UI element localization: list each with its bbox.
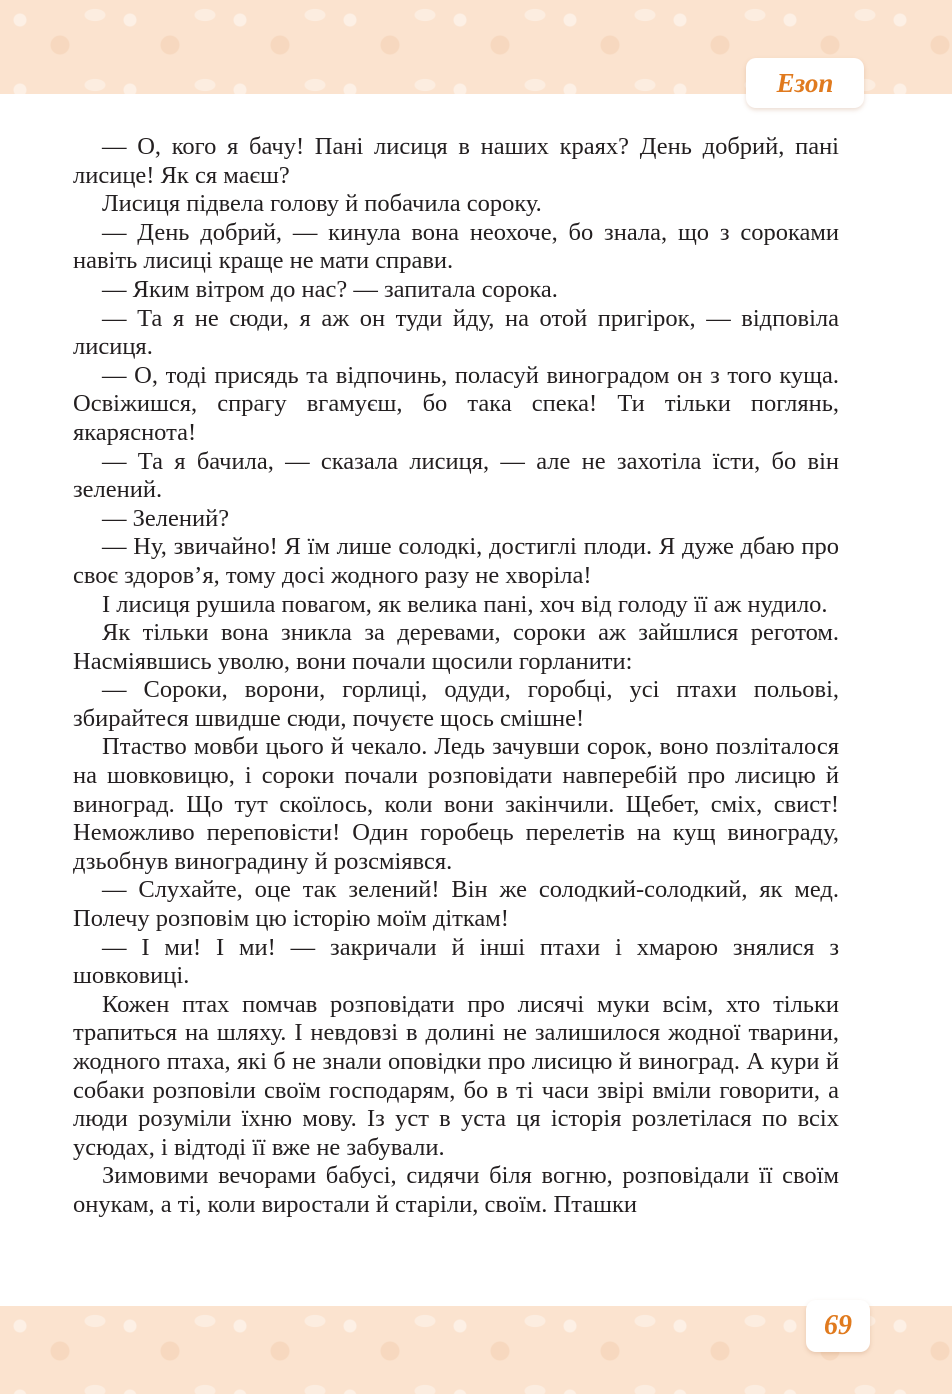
paragraph: — Слухайте, оце так зелений! Він же солодкий-солодкий, як мед. Полечу розповім цю історію моїм діткам! [73,876,839,933]
running-head-author: Езоп [746,58,864,108]
paragraph: Кожен птах помчав розповідати про лисячі муки всім, хто тільки трапиться на шляху. І невдовзі в долині не залишилося жодної тварини, жодного птаха, які б не знали оповідки про лисицю й виноград. А кури й собаки розповіли своїм господарям, бо в ті часи звірі вміли говорити, а люди розуміли їхню мову. Із уст в уста ця історія розлетілася по всіх усюдах, і відтоді її вже не забували. [73,990,839,1161]
page-number: 69 [806,1300,870,1352]
paragraph: — І ми! І ми! — закричали й інші птахи і хмарою знялися з шовковиці. [73,933,839,990]
paragraph: — О, кого я бачу! Пані лисиця в наших краях? День добрий, пані лисице! Як ся маєш? [73,133,839,189]
paragraph: — О, тоді присядь та відпочинь, поласуй виноградом он з того куща. Освіжишся, спрагу вгамуєш, бо така спека! Ти тільки поглянь, якаряснота! [73,361,839,446]
paragraph: — Та я бачила, — сказала лисиця, — але не захотіла їсти, бо він зелений. [73,447,839,504]
paragraph: Як тільки вона зникла за деревами, сороки аж зайшлися реготом. Насміявшись уволю, вони почали щосили горланити: [73,619,839,675]
paragraph: Лисиця підвела голову й побачила сороку. [102,190,542,218]
paragraph: — Та я не сюди, я аж он туди йду, на отой пригірок, — відповіла лисиця. [73,304,839,361]
paragraph: — Сороки, ворони, горлиці, одуди, горобці, усі птахи польові, збирайтеся швидше сюди, почуєте щось смішне! [73,676,839,732]
paragraph: — Яким вітром до нас? — запитала сорока. [102,275,558,303]
paragraph: — Ну, звичайно! Я їм лише солодкі, достиглі плоди. Я дуже дбаю про своє здоров’я, тому досі жодного разу не хворіла! [73,533,839,589]
paragraph: — День добрий, — кинула вона неохоче, бо знала, що з сороками навіть лисиці краще не мати справи. [73,218,839,275]
story-text [73,133,839,1220]
paragraph: Зимовими вечорами бабусі, сидячи біля вогню, розповідали її своїм онукам, а ті, коли виростали й старіли, своїм. Пташки [73,1162,839,1218]
paragraph: — Зелений? [102,504,230,532]
paragraph: Птаство мовби цього й чекало. Ледь зачувши сорок, воно позліталося на шовковицю, і сороки почали розповідати навперебій про лисицю й виноград. Що тут скоїлось, коли вони закінчили. Щебет, сміх, свист! Неможливо переповісти! Один горобець перелетів на кущ винограду, дзьобнув виноградину й розсміявся. [73,733,839,875]
paragraph: І лисиця рушила повагом, як велика пані, хоч від голоду її аж нудило. [102,590,828,618]
